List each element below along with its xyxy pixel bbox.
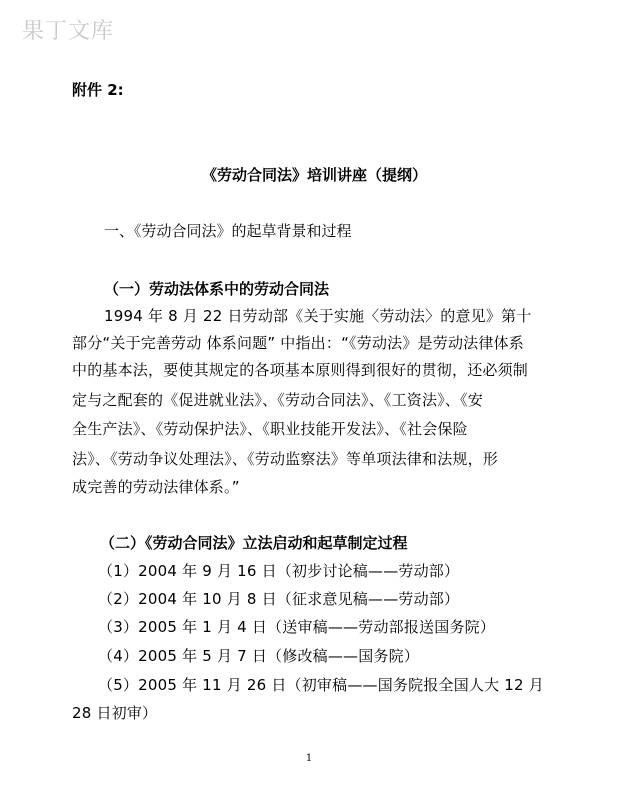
paragraph-line: 中的基本法，要使其规定的各项基本原则得到很好的贯彻，还必须制 xyxy=(72,361,529,379)
section-1-heading: 一、《劳动合同法》的起草背景和过程 xyxy=(104,222,352,240)
document-title: 《劳动合同法》培训讲座（提纲） xyxy=(202,166,428,184)
watermark-logo: 果丁文库 xyxy=(22,19,115,44)
page-number: 1 xyxy=(305,753,313,764)
timeline-item: （2）2004 年 10 月 8 日（征求意见稿——劳动部） xyxy=(98,590,460,608)
timeline-item: （1）2004 年 9 月 16 日（初步讨论稿——劳动部） xyxy=(98,562,460,580)
attachment-label: 附件 2: xyxy=(72,81,124,99)
timeline-item-continuation: 28 日初审） xyxy=(72,704,158,722)
paragraph-line: 定与之配套的《促进就业法》、《劳动合同法》、《工资法》、《安 xyxy=(72,391,484,409)
subsection-1-heading: （一）劳动法体系中的劳动合同法 xyxy=(104,280,330,298)
paragraph-line: 法》、《劳动争议处理法》、《劳动监察法》等单项法律和法规，形 xyxy=(72,450,499,468)
timeline-item: （3）2005 年 1 月 4 日（送审稿——劳动部报送国务院） xyxy=(98,618,496,636)
subsection-2-heading: （二）《劳动合同法》立法启动和起草制定过程 xyxy=(100,534,408,552)
paragraph-line: 1994 年 8 月 22 日劳动部《关于实施〈劳动法〉的意见》第十 xyxy=(104,307,532,325)
paragraph-line: 全生产法》、《劳动保护法》、《职业技能开发法》、《社会保险 xyxy=(72,420,468,438)
paragraph-line: 部分“关于完善劳动 体系问题” 中指出：“《劳动法》是劳动法律体系 xyxy=(72,334,524,352)
paragraph-line: 成完善的劳动法律体系。” xyxy=(72,478,240,496)
timeline-item: （5）2005 年 11 月 26 日（初审稿——国务院报全国人大 12 月 xyxy=(98,676,544,694)
timeline-item: （4）2005 年 5 月 7 日（修改稿——国务院） xyxy=(98,647,420,665)
